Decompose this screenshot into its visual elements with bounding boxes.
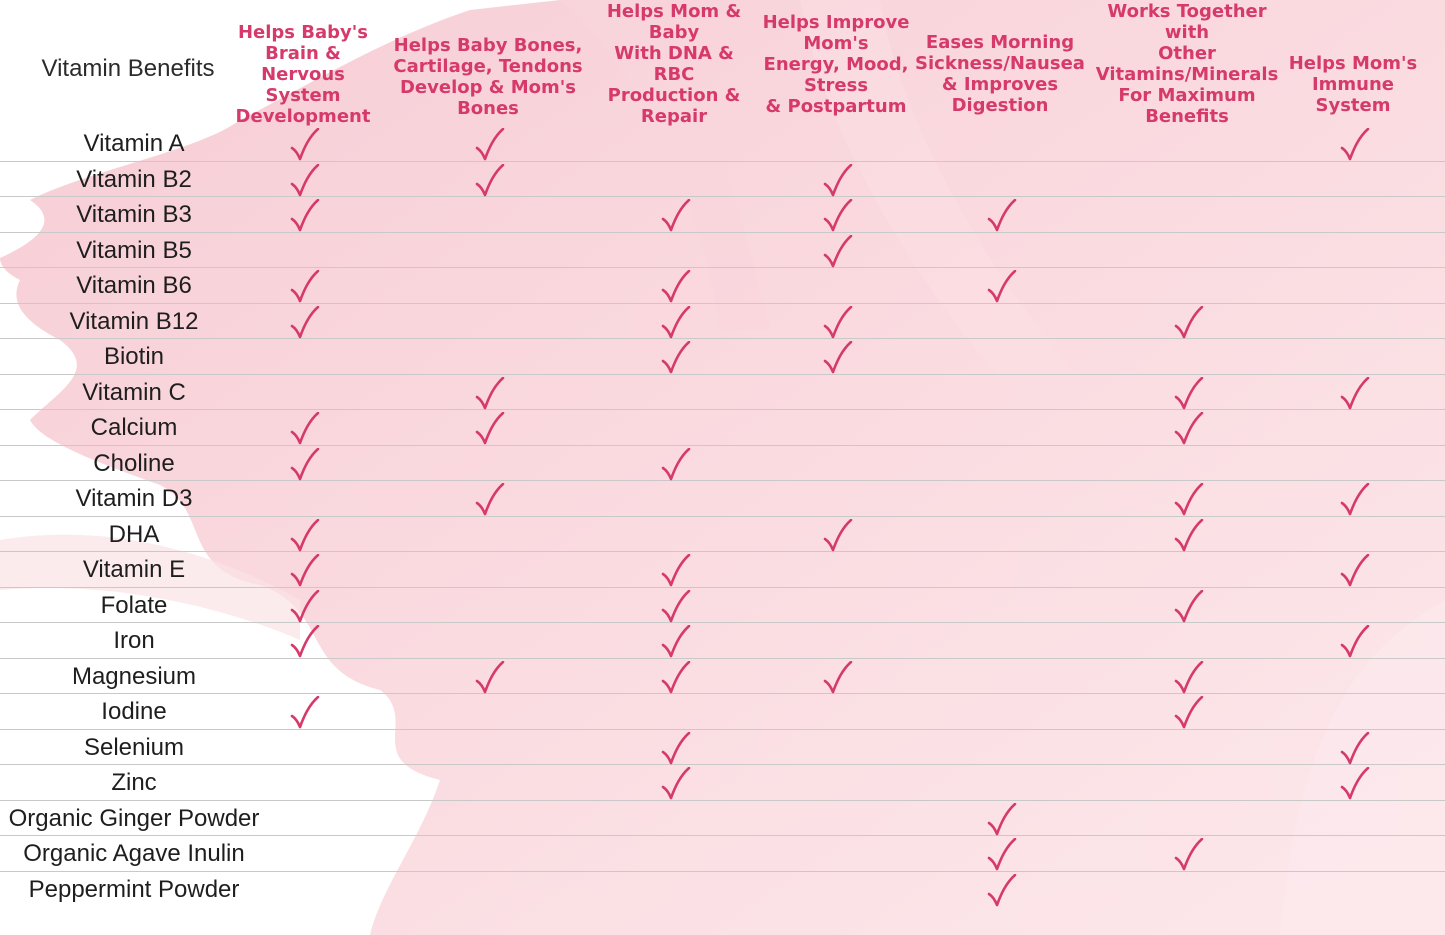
checkmark-icon bbox=[661, 199, 691, 233]
row-label: Selenium bbox=[83, 733, 185, 761]
row-label: Vitamin C bbox=[82, 378, 186, 406]
table-row bbox=[0, 162, 1445, 198]
checkmark-icon bbox=[475, 377, 505, 411]
checkmark-icon bbox=[475, 661, 505, 695]
checkmark-icon bbox=[661, 767, 691, 801]
checkmark-icon bbox=[1174, 519, 1204, 553]
table-row bbox=[0, 197, 1445, 233]
checkmark-icon bbox=[290, 519, 320, 553]
column-header-2: Helps Baby Bones, Cartilage, Tendons Develop & Mom's Bones bbox=[393, 35, 583, 119]
row-label: Calcium bbox=[90, 414, 178, 441]
checkmark-icon bbox=[823, 164, 853, 198]
table-row bbox=[0, 801, 1445, 837]
checkmark-icon bbox=[987, 199, 1017, 233]
column-header-7: Helps Mom's Immune System bbox=[1288, 52, 1418, 116]
row-label: Biotin bbox=[103, 343, 165, 370]
checkmark-icon bbox=[1174, 696, 1204, 730]
table-row bbox=[0, 552, 1445, 588]
table-row bbox=[0, 375, 1445, 411]
row-label: Choline bbox=[93, 449, 175, 477]
checkmark-icon bbox=[1174, 590, 1204, 624]
checkmark-icon bbox=[823, 341, 853, 375]
checkmark-icon bbox=[1174, 377, 1204, 411]
checkmark-icon bbox=[661, 590, 691, 624]
checkmark-icon bbox=[823, 235, 853, 269]
table-row bbox=[0, 836, 1445, 872]
checkmark-icon bbox=[823, 661, 853, 695]
table-title: Vitamin Benefits bbox=[41, 55, 215, 82]
checkmark-icon bbox=[823, 519, 853, 553]
row-label: DHA bbox=[108, 520, 160, 548]
table-row bbox=[0, 410, 1445, 446]
row-label: Organic Agave Inulin bbox=[23, 840, 245, 867]
table-row bbox=[0, 659, 1445, 695]
checkmark-icon bbox=[290, 590, 320, 624]
column-header-1: Helps Baby's Brain & Nervous System Development bbox=[235, 21, 371, 127]
checkmark-icon bbox=[1174, 483, 1204, 517]
checkmark-icon bbox=[290, 448, 320, 482]
row-label: Vitamin B2 bbox=[76, 165, 192, 193]
table-row bbox=[0, 268, 1445, 304]
row-label: Iodine bbox=[101, 698, 167, 725]
checkmark-icon bbox=[290, 412, 320, 446]
row-label: Vitamin B12 bbox=[69, 307, 199, 335]
checkmark-icon bbox=[661, 270, 691, 304]
row-label: Vitamin B6 bbox=[76, 272, 192, 299]
table-row bbox=[0, 517, 1445, 553]
table-row bbox=[0, 730, 1445, 766]
checkmark-icon bbox=[823, 306, 853, 340]
checkmark-icon bbox=[661, 306, 691, 340]
checkmark-icon bbox=[1340, 732, 1370, 766]
row-label: Vitamin B5 bbox=[76, 236, 192, 264]
row-label: Zinc bbox=[111, 769, 157, 796]
table-row bbox=[0, 588, 1445, 624]
table-row bbox=[0, 446, 1445, 482]
column-header-5: Eases Morning Sickness/Nausea & Improves Digestion bbox=[915, 32, 1085, 116]
column-header-3: Helps Mom & Baby With DNA & RBC Production & Repair bbox=[606, 1, 742, 127]
checkmark-icon bbox=[1340, 625, 1370, 659]
row-label: Peppermint Powder bbox=[28, 875, 240, 903]
checkmark-icon bbox=[1340, 483, 1370, 517]
table-row bbox=[0, 481, 1445, 517]
table-row bbox=[0, 765, 1445, 801]
checkmark-icon bbox=[823, 199, 853, 233]
checkmark-icon bbox=[290, 306, 320, 340]
checkmark-icon bbox=[290, 164, 320, 198]
table-row bbox=[0, 126, 1445, 162]
row-label: Vitamin E bbox=[82, 556, 186, 583]
checkmark-icon bbox=[661, 554, 691, 588]
checkmark-icon bbox=[661, 732, 691, 766]
checkmark-icon bbox=[987, 874, 1017, 908]
checkmark-icon bbox=[1174, 412, 1204, 446]
checkmark-icon bbox=[661, 448, 691, 482]
checkmark-icon bbox=[1340, 554, 1370, 588]
checkmark-icon bbox=[661, 661, 691, 695]
checkmark-icon bbox=[1340, 377, 1370, 411]
row-label: Folate bbox=[100, 591, 168, 619]
checkmark-icon bbox=[661, 625, 691, 659]
table-row bbox=[0, 233, 1445, 269]
column-header-6: Works Together with Other Vitamins/Minerals For Maximum Benefits bbox=[1095, 1, 1279, 127]
checkmark-icon bbox=[290, 270, 320, 304]
checkmark-icon bbox=[987, 838, 1017, 872]
table-row bbox=[0, 872, 1445, 908]
table-row bbox=[0, 304, 1445, 340]
checkmark-icon bbox=[661, 341, 691, 375]
row-label: Magnesium bbox=[71, 662, 197, 690]
column-header-4: Helps Improve Mom's Energy, Mood, Stress & Postpartum bbox=[762, 11, 910, 117]
row-label: Vitamin A bbox=[83, 130, 185, 157]
table-row bbox=[0, 694, 1445, 730]
checkmark-icon bbox=[475, 483, 505, 517]
checkmark-icon bbox=[1174, 306, 1204, 340]
row-label: Organic Ginger Powder bbox=[8, 804, 260, 832]
row-label: Vitamin B3 bbox=[76, 201, 192, 228]
checkmark-icon bbox=[290, 696, 320, 730]
table-row bbox=[0, 623, 1445, 659]
table-row bbox=[0, 339, 1445, 375]
checkmark-icon bbox=[475, 164, 505, 198]
checkmark-icon bbox=[987, 803, 1017, 837]
row-label: Iron bbox=[113, 627, 155, 654]
checkmark-icon bbox=[1340, 767, 1370, 801]
checkmark-icon bbox=[290, 554, 320, 588]
checkmark-icon bbox=[1174, 661, 1204, 695]
checkmark-icon bbox=[475, 412, 505, 446]
checkmark-icon bbox=[1174, 838, 1204, 872]
row-label: Vitamin D3 bbox=[75, 485, 193, 512]
checkmark-icon bbox=[290, 199, 320, 233]
checkmark-icon bbox=[987, 270, 1017, 304]
checkmark-icon bbox=[290, 625, 320, 659]
